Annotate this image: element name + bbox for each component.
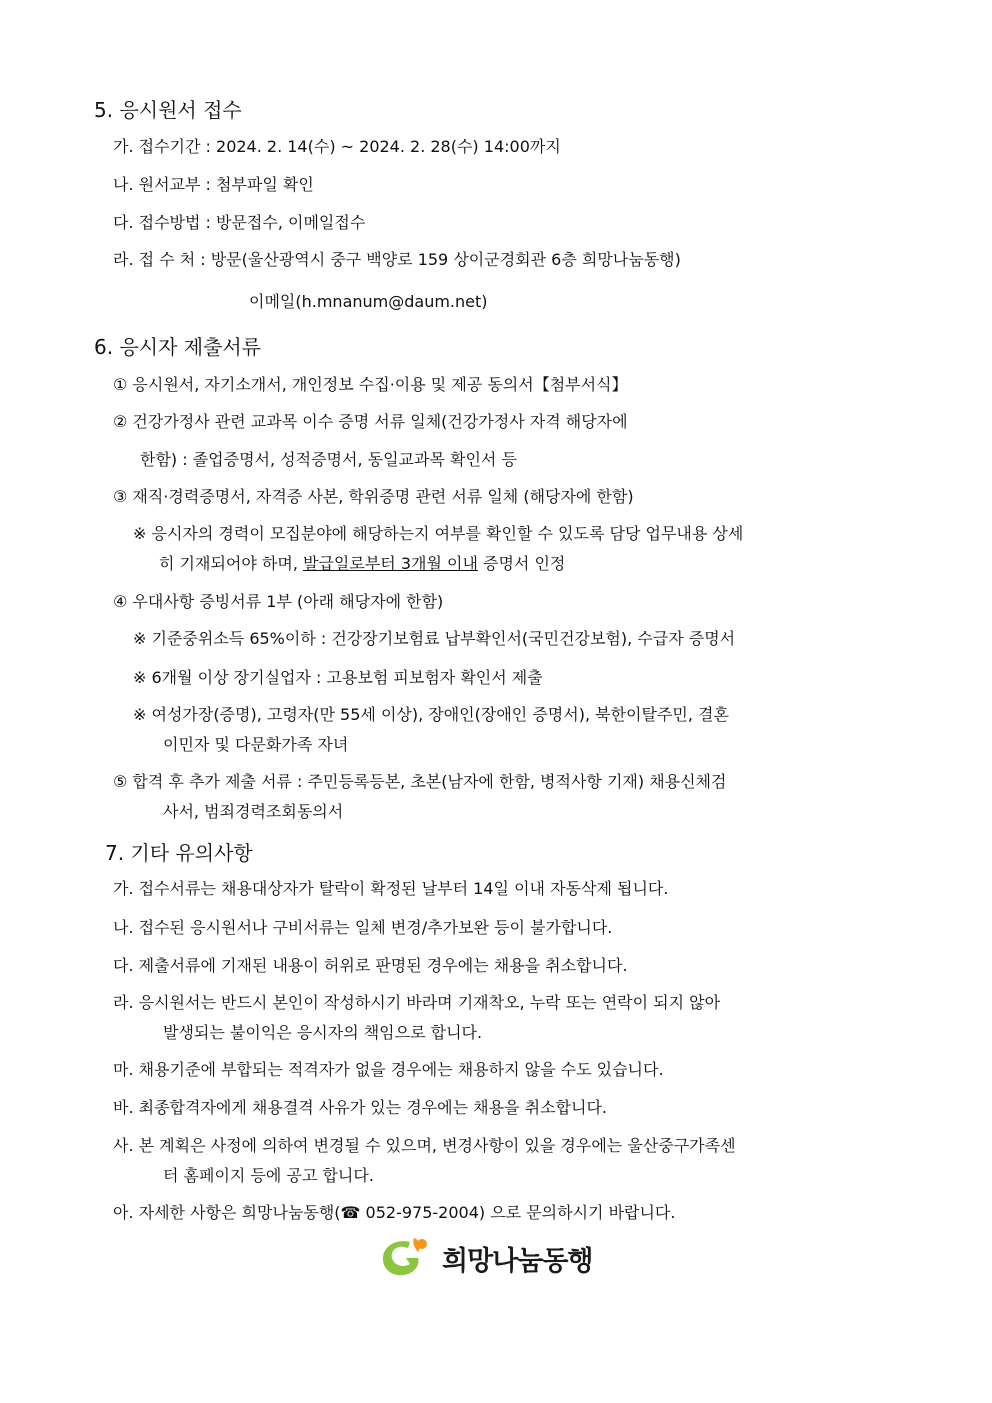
s7-sa-1: 사. 본 계획은 사정에 의하여 변경될 수 있으며, 변경사항이 있을 경우에는 울산중구가족센 [113, 1136, 736, 1155]
s6-item-5b: 사서, 범죄경력조회동의서 [163, 802, 344, 821]
s7-ba: 바. 최종합격자에게 채용결격 사유가 있는 경우에는 채용을 취소합니다. [113, 1098, 607, 1117]
s7-ra-1: 라. 응시원서는 반드시 본인이 작성하시기 바라며 기재착오, 누락 또는 연락이 되지 않아 [113, 993, 721, 1012]
s6-note-1b-underlined: 발급일로부터 3개월 이내 [303, 554, 478, 573]
s6-note-1b-pre: 히 기재되어야 하며, [159, 554, 303, 573]
s6-item-2b: 한함) : 졸업증명서, 성적증명서, 동일교과목 확인서 등 [140, 450, 517, 469]
s5-method: 다. 접수방법 : 방문접수, 이메일접수 [113, 213, 366, 232]
s5-distribution: 나. 원서교부 : 첨부파일 확인 [113, 175, 314, 194]
s5-place: 라. 접 수 처 : 방문(울산광역시 중구 백양로 159 상이군경회관 6층 희망나눔동행) [113, 250, 681, 269]
s6-item-4: ④ 우대사항 증빙서류 1부 (아래 해당자에 한함) [113, 592, 444, 611]
s6-item-2a: ② 건강가정사 관련 교과목 이수 증명 서류 일체(건강가정사 자격 해당자에 [113, 412, 628, 431]
s5-period: 가. 접수기간 : 2024. 2. 14(수) ~ 2024. 2. 28(수) 14:00까지 [113, 137, 561, 156]
s6-note-3: ※ 6개월 이상 장기실업자 : 고용보험 피보험자 확인서 제출 [133, 668, 543, 687]
section-7-title: 7. 기타 유의사항 [105, 841, 253, 865]
organization-logo [380, 1236, 593, 1280]
s7-ma: 마. 채용기준에 부합되는 적격자가 없을 경우에는 채용하지 않을 수도 있습니다. [113, 1060, 664, 1079]
s7-ga: 가. 접수서류는 채용대상자가 탈락이 확정된 날부터 14일 이내 자동삭제 됩니다. [113, 879, 669, 898]
s6-note-1a: ※ 응시자의 경력이 모집분야에 해당하는지 여부를 확인할 수 있도록 담당 업무내용 상세 [133, 524, 744, 543]
s5-email: 이메일(h.mnanum@daum.net) [249, 292, 488, 311]
s7-a-pre: 아. 자세한 사항은 희망나눔동행( [113, 1203, 341, 1222]
logo-mark-icon [380, 1236, 432, 1280]
s7-a-post: ) 으로 문의하시기 바랍니다. [478, 1203, 676, 1222]
s7-ra-2: 발생되는 불이익은 응시자의 책임으로 합니다. [163, 1023, 483, 1042]
logo-text: 희망나눔동행 [442, 1245, 593, 1277]
section-5-title: 5. 응시원서 접수 [94, 98, 242, 122]
s7-a-phone: ☎ 052-975-2004 [340, 1203, 479, 1222]
s7-sa-2: 터 홈페이지 등에 공고 합니다. [163, 1166, 374, 1185]
s6-note-2: ※ 기준중위소득 65%이하 : 건강장기보험료 납부확인서(국민건강보험), 수급자 증명서 [133, 629, 736, 648]
s7-a [113, 1203, 675, 1223]
section-6-title: 6. 응시자 제출서류 [94, 335, 262, 359]
s6-item-5a: ⑤ 합격 후 추가 제출 서류 : 주민등록등본, 초본(남자에 한함, 병적사항 기재) 채용신체검 [113, 772, 727, 791]
s6-item-3: ③ 재직·경력증명서, 자격증 사본, 학위증명 관련 서류 일체 (해당자에 한함) [113, 487, 634, 506]
s6-item-1: ① 응시원서, 자기소개서, 개인정보 수집·이용 및 제공 동의서【첨부서식】 [113, 375, 628, 394]
s7-da: 다. 제출서류에 기재된 내용이 허위로 판명된 경우에는 채용을 취소합니다. [113, 956, 628, 975]
s6-note-4b: 이민자 및 다문화가족 자녀 [163, 735, 349, 754]
s6-note-1b [159, 554, 565, 574]
s6-note-1b-post: 증명서 인정 [477, 554, 566, 573]
s7-na: 나. 접수된 응시원서나 구비서류는 일체 변경/추가보완 등이 불가합니다. [113, 918, 613, 937]
s6-note-4a: ※ 여성가장(증명), 고령자(만 55세 이상), 장애인(장애인 증명서), 북한이탈주민, 결혼 [133, 705, 729, 724]
